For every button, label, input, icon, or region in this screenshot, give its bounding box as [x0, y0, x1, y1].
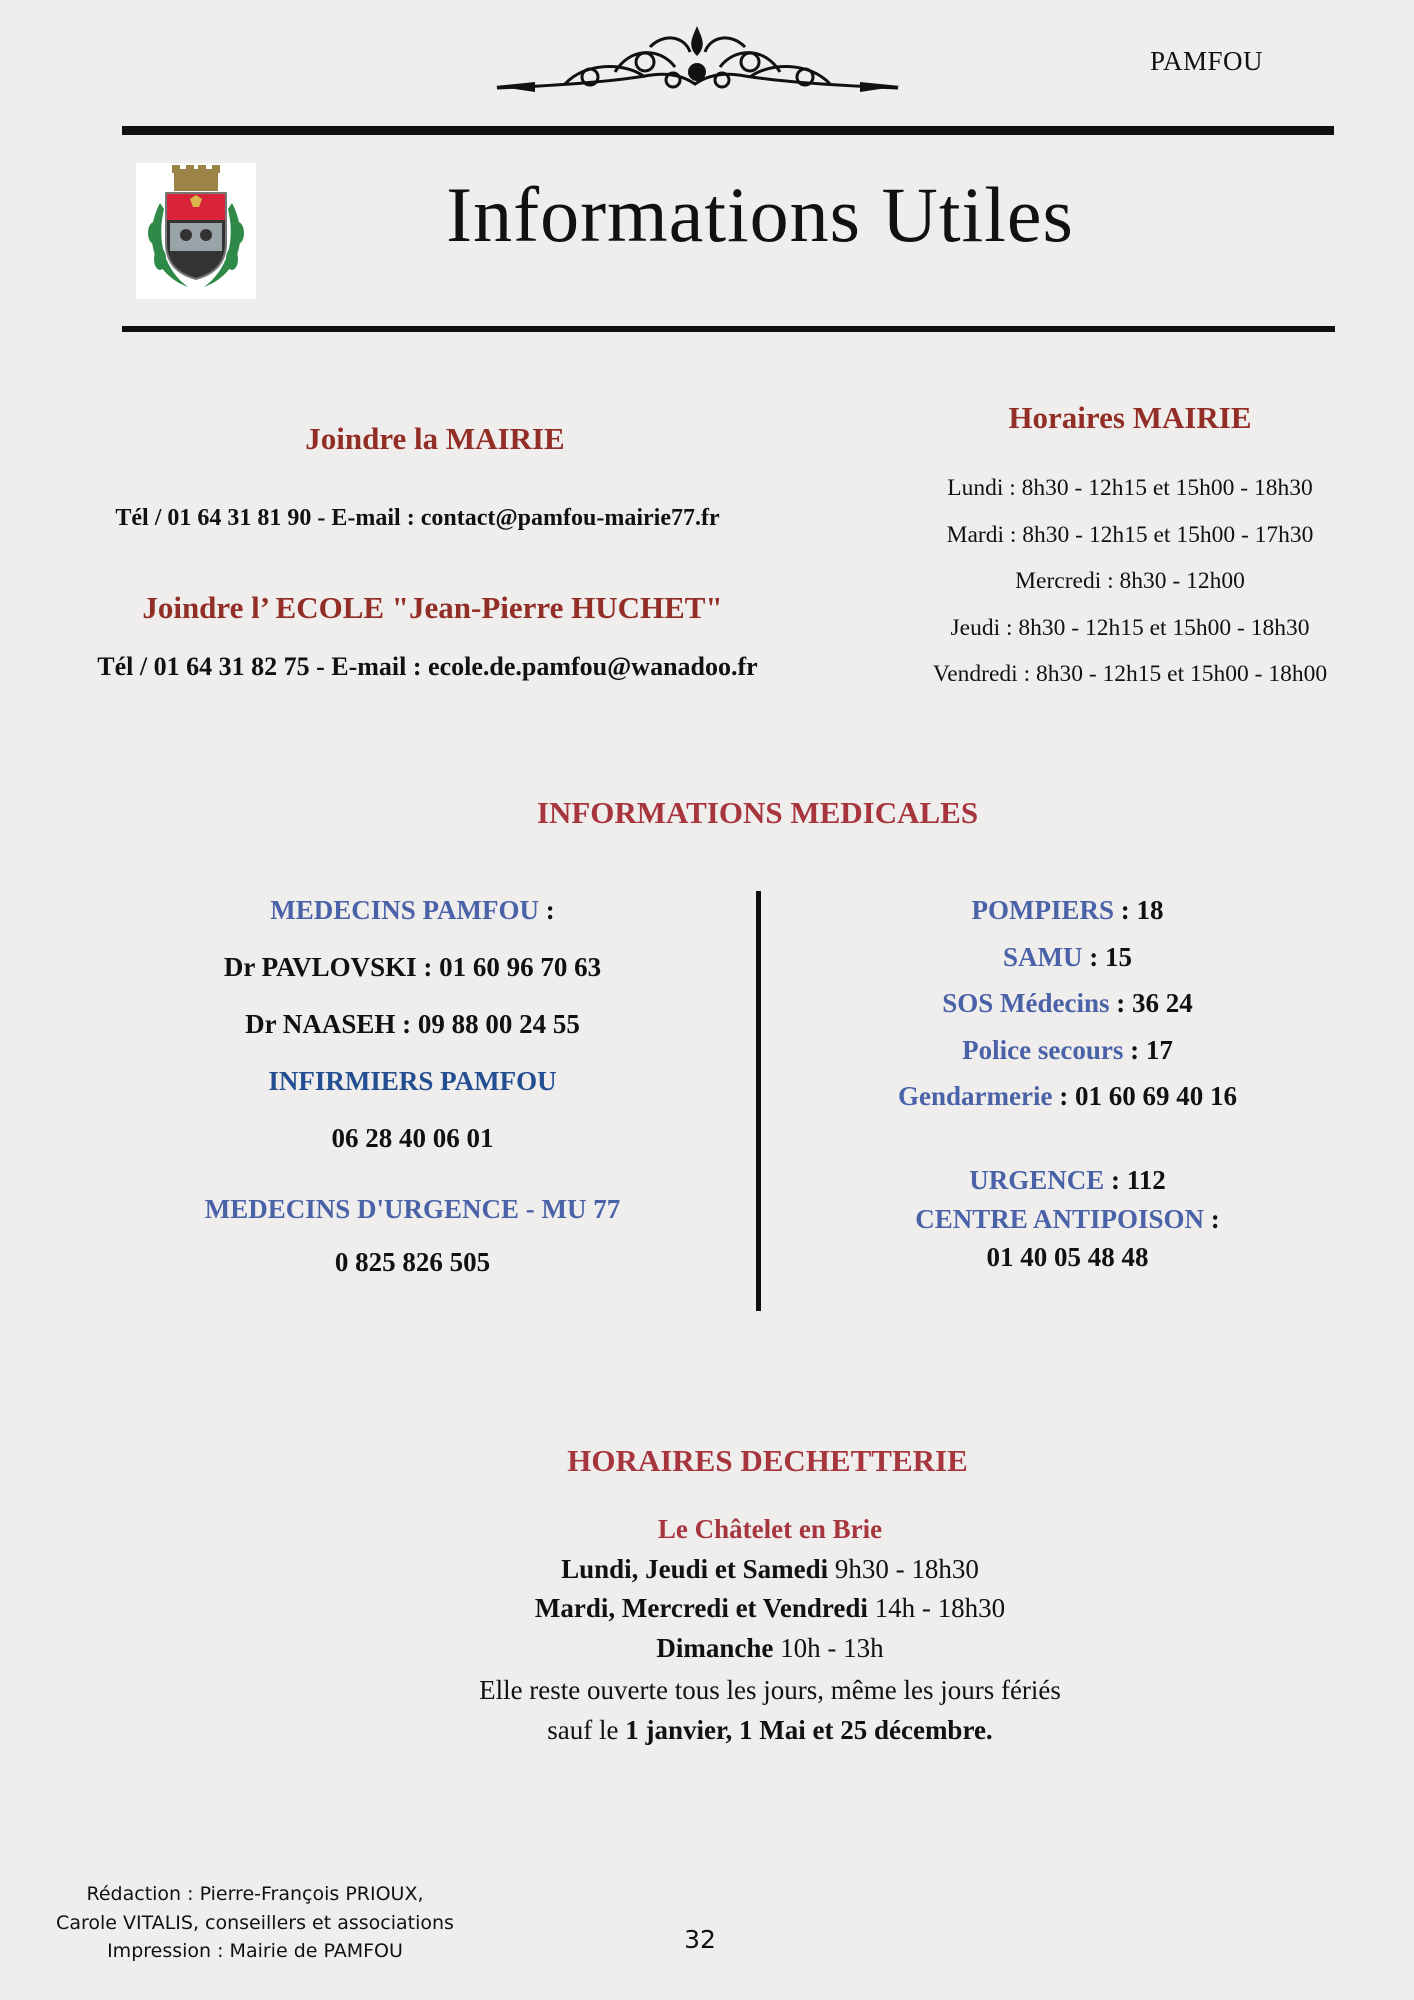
medical-left-column	[110, 895, 715, 1278]
horaire-line: Mardi : 8h30 - 12h15 et 15h00 - 17h30	[946, 521, 1314, 548]
closures-prefix: sauf le	[547, 1714, 626, 1745]
column-divider	[756, 891, 761, 1311]
police-line	[800, 1035, 1335, 1082]
coat-of-arms-logo	[136, 163, 256, 299]
urgence-value: : 112	[1104, 1165, 1166, 1195]
sos-line	[800, 988, 1335, 1035]
dechetterie-days: Lundi, Jeudi et Samedi	[561, 1553, 829, 1584]
dechetterie-closures	[340, 1711, 1200, 1751]
pompiers-label: POMPIERS	[971, 895, 1114, 925]
urgence-label: URGENCE	[969, 1165, 1105, 1195]
infirmiers-phone: 06 28 40 06 01	[331, 1123, 494, 1153]
medecins-row	[110, 895, 715, 952]
medical-heading: INFORMATIONS MEDICALES	[536, 795, 979, 830]
dechetterie-heading: HORAIRES DECHETTERIE	[567, 1443, 968, 1478]
urgence-line	[800, 1165, 1335, 1204]
mairie-contact: Tél / 01 64 31 81 90 - E-mail : contact@pamfou-mairie77.fr	[115, 505, 720, 531]
dechetterie-location: Le Châtelet en Brie	[657, 1514, 883, 1544]
page-number: 32	[684, 1925, 716, 1954]
dechetterie-row	[340, 1589, 1200, 1629]
samu-label: SAMU	[1003, 941, 1083, 972]
horaire-line: Vendredi : 8h30 - 12h15 et 15h00 - 18h00	[932, 661, 1328, 687]
samu-value: : 15	[1082, 941, 1132, 972]
dechetterie-hours: 9h30 - 18h30	[828, 1553, 979, 1584]
medical-right-column	[800, 895, 1335, 1273]
horaire-line: Jeudi : 8h30 - 12h15 et 15h00 - 18h30	[950, 614, 1310, 641]
medecins-urgence-label: MEDECINS D'URGENCE - MU 77	[204, 1194, 621, 1224]
ecole-contact: Tél / 01 64 31 82 75 - E-mail : ecole.de.pamfou@wanadoo.fr	[97, 652, 758, 681]
page-title: Informations Utiles	[446, 171, 1074, 258]
dechetterie-hours: 10h - 13h	[773, 1632, 884, 1663]
dechetterie-row	[340, 1550, 1200, 1590]
credits-line: Impression : Mairie de PAMFOU	[107, 1940, 403, 1962]
medecins-colon: :	[538, 895, 555, 925]
sos-value: : 36 24	[1109, 988, 1193, 1018]
medecins-urgence-phone: 0 825 826 505	[334, 1247, 491, 1277]
dechetterie-row	[340, 1629, 1200, 1669]
dechetterie-hours: 14h - 18h30	[867, 1593, 1006, 1623]
dechetterie-note: Elle reste ouverte tous les jours, même les jours fériés	[479, 1675, 1061, 1705]
antipoison-line	[800, 1204, 1335, 1243]
credits-line: Rédaction : Pierre-François PRIOUX,	[86, 1883, 424, 1905]
gendarmerie-label: Gendarmerie	[898, 1081, 1053, 1111]
antipoison-phone: 01 40 05 48 48	[986, 1242, 1149, 1272]
mairie-heading: Joindre la MAIRIE	[305, 421, 565, 456]
credits	[40, 1880, 470, 1966]
horaires-mairie-heading: Horaires MAIRIE	[1008, 400, 1252, 435]
dechetterie-days: Mardi, Mercredi et Vendredi	[534, 1593, 868, 1623]
horaires-mairie-list	[880, 472, 1380, 705]
closures-dates: 1 janvier, 1 Mai et 25 décembre.	[625, 1714, 993, 1745]
antipoison-label: CENTRE ANTIPOISON	[915, 1203, 1205, 1234]
police-value: : 17	[1123, 1034, 1173, 1065]
sos-label: SOS Médecins	[942, 988, 1110, 1018]
samu-line	[800, 942, 1335, 989]
doctor-line: Dr NAASEH : 09 88 00 24 55	[245, 1009, 580, 1039]
gendarmerie-line	[800, 1081, 1335, 1165]
ecole-heading: Joindre l’ ECOLE "Jean-Pierre HUCHET"	[142, 590, 723, 625]
horaire-line: Lundi : 8h30 - 12h15 et 15h00 - 18h30	[947, 475, 1313, 501]
header-rule-bottom	[122, 326, 1335, 332]
pompiers-value: : 18	[1114, 895, 1164, 925]
brand-name: PAMFOU	[1150, 46, 1264, 76]
dechetterie-days: Dimanche	[656, 1632, 774, 1663]
header-rule-top	[122, 126, 1334, 135]
ornament-flourish	[495, 22, 900, 102]
dechetterie-block	[340, 1510, 1200, 1750]
pompiers-line	[800, 895, 1335, 942]
antipoison-colon: :	[1204, 1203, 1220, 1234]
gendarmerie-value: : 01 60 69 40 16	[1052, 1081, 1237, 1111]
infirmiers-label: INFIRMIERS PAMFOU	[268, 1066, 557, 1096]
credits-line: Carole VITALIS, conseillers et associations	[56, 1911, 454, 1934]
horaire-line: Mercredi : 8h30 - 12h00	[1015, 568, 1245, 594]
doctor-line: Dr PAVLOVSKI : 01 60 96 70 63	[223, 952, 602, 982]
police-label: Police secours	[962, 1034, 1124, 1065]
medecins-label: MEDECINS PAMFOU	[270, 895, 539, 925]
